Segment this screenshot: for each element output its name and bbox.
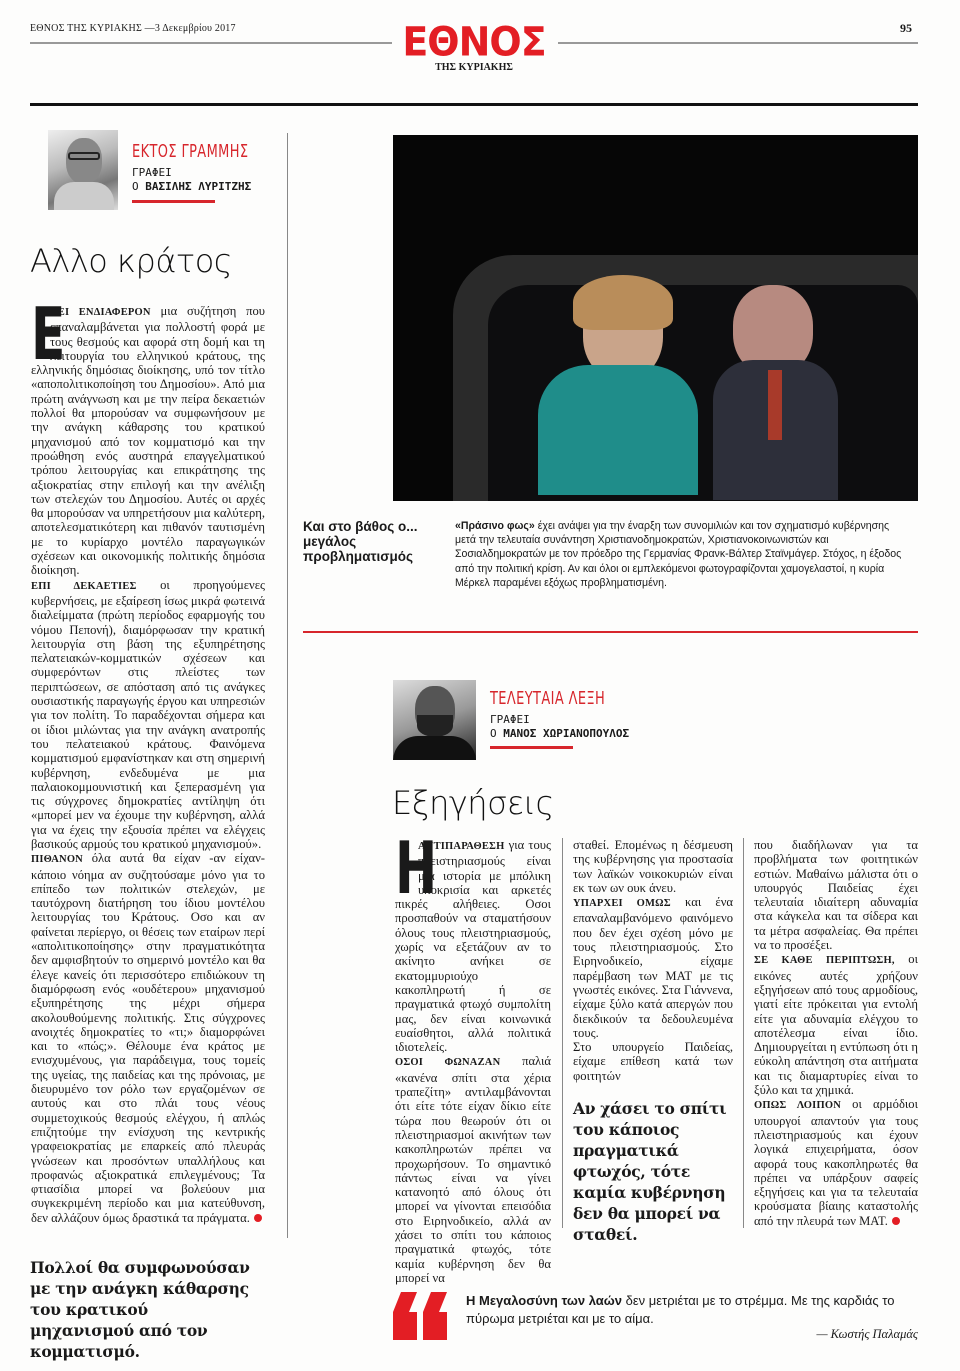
paragraph: ΠΙΘΑΝΟΝ όλα αυτά θα είχαν -αν είχαν- κάποιο νόημα αν συζητούσαμε μόνο για το επίπεδο των πολιτικών στελεχών, με ταυτόχρονη διατήρηση του ίδιου μοντέλου λειτουργίας του Κράτους. Οσο και αν φαίνεται περίεργο, οι θέσεις των εταίρων περί «απολιτικοποίησης» στην πραγματικότητα δεν αμφισβητούν το σημερινό μοντέλο και θα έλεγε κανείς ότι περισσότερο επιδιώκουν τη διαμόρφωση ενός «ουδέτερου» μηχανισμού εξυπηρέτησης της μέχρι σήμερα ακολουθούμενης πολιτικής. Στις σύγχρονες ανοιχτές δημοκρατίες το «τι;» διαμορφώνει και το «πώς;». Θέλουμε ένα κράτος με ενισχυμένους, για παράδειγμα, τους τομείς της υγείας, της παιδείας και της πρόνοιας, με διευρυμένο τον ρόλο των εργαζομένων σε αυτούς και στο πλάι τους νέους συμμετοχικούς θεσμούς ελέγχου, ή απλώς επιζητούμε την ενίσχυση της κεντρικής γραφειοκρατίας με επαρκείς από πλευράς γνώσεων και προσόντων υπαλλήλους και προφανώς αξιοκρατικά επιλεγμένους; Τα φτιασίδια μπορεί να βολεύουν μια συγκεκριμένη περίοδο και μια κατεύθυνση, δεν αλλάζουν όμως δραστικά τα πράγματα. [31,851,265,1225]
article-title: Αλλο κράτος [30,242,233,280]
header-rule [558,42,918,44]
header-divider [30,103,918,106]
drop-cap: Η [395,826,438,910]
paragraph: ΧΕΙ ΕΝΔΙΑΦΕΡΟΝ μια συζήτηση που επαναλαμβάνεται για πολλοστή φορά με τους θεσμούς και αφορά στη δομή και τη λειτουργία του ελληνικού κράτους, της ελληνικής δημόσιας διοίκησης, υπό τον τίτλο «αποπολιτικοποίηση του Δημοσίου». Από μια πρώτη ανάγνωση και με την πείρα δεκαετιών πολλοί θα μπορούσαν να συμφωνήσουν με την ανάγκη κάθαρσης του κρατικού μηχανισμού από τον κομματισμό και την προώθηση ενός αυστηρά επαγγελματικού τρόπου λειτουργίας και επικράτησης της αξιοκρατίας στην επιλογή και την ανέλιξη των στελεχών του Δημοσίου. Αυτές οι αρχές θα μπορούσαν να υπηρετήσουν μια καλύτερη, αποτελεσματικότερη και πιθανόν ταυτισμένη με το κυρίαρχο μοντέλο παραγωγικών σχέσεων και οικονομικής πολιτικής δημόσια διοίκηση. [31,304,265,578]
logo: ΕΘΝΟΣ [402,18,546,66]
byline-underline [132,200,215,203]
paragraph: ΟΣΟΙ ΦΩΝΑΖΑΝ παλιά «κανένα σπίτι στα χέρια τραπεζίτη» αντιλαμβάνονται ότι είτε τότε είχαν δίκιο είτε τώρα που θεωρούν ότι οι πλειστηριασμοί ακινήτων των κακοπληρωτών πρέπει να προχωρήσουν. Το σημαντικό πάντως είναι να γίνει κατανοητό από όλους ότι μπορεί να γίνονται επεισόδια στο Ειρηνοδικείο, αλλά αν χάσει το σπίτι του κάποιος πραγματικά φτωχός, τότε καμία κυβέρνηση δεν θα μπορεί να [395,1054,551,1285]
photo-caption: «Πράσινο φως» έχει ανάψει για την έναρξη των συνομιλιών και τον σχηματισμό κυβέρνησης μετά την τελευταία συνάντηση Χριστιανοδημοκρατών, Χριστιανοκοινωνιστών και Σοσιαλδημοκρατών με τον πρόεδρο της Γερμανίας Φρανκ-Βάλτερ Σταϊνμάγερ. Στόχος, η έξοδος από την πολιτική κρίση. Αν και όλοι οι εμπλεκόμενοι φωτογραφίζονται χαμογελαστοί, η κυρία Μέρκελ παραμένει εξόχως προβληματισμένη. [455,520,902,589]
article-column-3 [754,838,918,1228]
author-name: ΜΑΝΟΣ ΧΩΡΙΑΝΟΠΟΥΛΟΣ [503,727,630,740]
page-number: 95 [900,21,912,35]
column-divider [287,133,288,1238]
article-body [31,292,266,1225]
pull-quote: Πολλοί θα συμφωνούσαν με την ανάγκη κάθαρσης του κρατικού μηχανισμού από τον κομματισμό. [30,1258,250,1361]
column-divider [562,838,563,1228]
publication-date: ΕΘΝΟΣ ΤΗΣ ΚΥΡΙΑΚΗΣ —3 Δεκεμβρίου 2017 [30,23,236,34]
quote-text: Η Μεγαλοσύνη των λαών δεν μετριέται με το στρέμμα. Με της καρδιάς το πύρωμα μετριέται και με το αίμα. [466,1293,895,1326]
logo-subtitle: ΤΗΣ ΚΥΡΙΑΚΗΣ [435,62,513,73]
article-title: Εξηγήσεις [392,784,554,822]
byline-writes: ΓΡΑΦΕΙ [132,166,172,179]
author-name: ΒΑΣΙΛΗΣ ΛΥΡΙΤΖΗΣ [145,180,252,193]
byline-underline [490,746,573,749]
paragraph: σταθεί. Επομένως η δέσμευση της κυβέρνησης για προστασία των λαϊκών νοικοκυριών είναι εκ των ων ουκ άνευ. [573,838,733,895]
paragraph: ΥΠΑΡΧΕΙ ΟΜΩΣ και ένα επαναλαμβανόμενο φαινόμενο που δεν έχει σχέση μόνο με τους πλειστηριασμούς. Στο Ειρηνοδικείο, είχαμε παρέμβαση των ΜΑΤ με τις γνωστές εικόνες. Στα Γιάννενα, είχαμε ξύλο κατά απεργών που διεκδικούν τα δεδουλευμένα τους. [573,895,733,1040]
paragraph: ΣΕ ΚΑΘΕ ΠΕΡΙΠΤΩΣΗ, οι εικόνες αυτές χρήζουν εξηγήσεων από τους αρμοδίους, γιατί είτε πρόκειται για εντολή είτε για αδυναμία ελέγχου το αποτέλεσμα είναι ίδιο. Δημιουργείται η εντύπωση ότι η εύκολη απάντηση στα αιτήματα και τις διαμαρτυρίες είναι το ξύλο και τα χημικά. [754,952,918,1098]
quote-author: — Κωστής Παλαμάς [816,1327,918,1341]
article-column-1 [395,826,551,1285]
end-mark-icon [254,1214,262,1222]
end-mark-icon [892,1217,900,1225]
paragraph: που διαδήλωναν για τα προβλήματα των φοιτητικών εστιών. Μαθαίνω μάλιστα ότι ο υπουργός Παιδείας έχει τελευταία ιδιαίτερη αδυναμία στα κάγκελα και τα σίδερα και τα μέτρα ασφαλείας. Θα πρέπει να το προσέξει. [754,838,918,953]
paragraph: ΕΠΙ ΔΕΚΑΕΤΙΕΣ οι προηγούμενες κυβερνήσεις, με εξαίρεση ίσως μικρά φωτεινά διαλείμματα (πρώτη περίοδος εφαρμογής του νόμου Πεπονή), διαμόρφωσαν την κρατική λειτουργία στη βάση της εξυπηρέτησης πελατειακών-κομματικών σχέσεων και συμφερόντων στις πλείστες των περιπτώσεων, σε απόσταση από τις ανάγκες ουσιαστικής παραγωγής έργου και υπηρεσιών για τον πολίτη. Το παραδέχονται σήμερα και οι ίδιοι μιλώντας για την ανάγκη ανατροπής του πελατειακού κράτους. Φαινόμενα κομματισμού εμφανίστηκαν και στη σημερινή κυβέρνηση, ενδεδυμένα με μια παλαιοκομμουνιστική και ξεπερασμένη για τις σύγχρονες δημοκρατίες αντίληψη ότι «μπορεί μεν να έχουμε την κυβέρνηση, αλλά για να έχεις την εξουσία πρέπει να ελέγχεις βασικούς αρμούς του κρατικού μηχανισμού». [31,577,266,851]
quote-marks-icon [393,1292,449,1340]
byline-writes: ΓΡΑΦΕΙ [490,713,530,726]
photo-caption-title: Και στο βάθος ο... μεγάλος προβληματισμός [303,519,418,564]
author-photo [48,130,118,210]
section-divider [303,631,918,633]
column-label: ΤΕΛΕΥΤΑΙΑ ΛΕΞΗ [490,688,606,709]
column-label: ΕΚΤΟΣ ΓΡΑΜΜΗΣ [132,141,249,162]
article-column-2 [573,838,733,1083]
header-rule [30,42,392,44]
paragraph: ΟΠΩΣ ΛΟΙΠΟΝ οι αρμόδιοι υπουργοί απαντούν για τους πλειστηριασμούς και έχουν λογικά επιχειρήματα, όσον αφορά τους κακοπληρωτές θα πρέπει να υπάρξουν σαφείς εξηγήσεις και για τα τελευταία κρούσματα βίαιης καταστολής από την πλευρά των ΜΑΤ. [754,1097,918,1228]
byline [132,166,251,194]
column-divider [743,838,744,1228]
paragraph: Στο υπουργείο Παιδείας, είχαμε επίθεση κατά των φοιτητών [573,1040,733,1083]
news-photo [393,135,918,501]
paragraph: ΑΝΤΙΠΑΡΑΘΕΣΗ για τους πλειστηριασμούς είναι μια ιστορία με μπόλικη υποκρισία και αρκετές πικρές αλήθειες. Οσοι προσπαθούν να σταματήσουν όλους τους πλειστηριασμούς, χωρίς να εξετάζουν αν το ακίνητο ανήκει σε εκατομμυριούχο κακοπληρωτή ή σε πραγματικά φτωχό συμπολίτη μας, δεν είναι κοινωνικά ευαίσθητοι, αλλά πολιτικά ιδιοτελείς. [395,838,551,1055]
byline [490,713,629,741]
pull-quote: Αν χάσει το σπίτι του κάποιος πραγματικά φτωχός, τότε καμία κυβέρνηση δεν θα μπορεί να σταθεί. [573,1099,727,1244]
drop-cap: Ε [31,292,66,376]
byline-prefix: Ο [132,180,139,193]
author-photo [393,680,476,760]
byline-prefix: Ο [490,727,497,740]
